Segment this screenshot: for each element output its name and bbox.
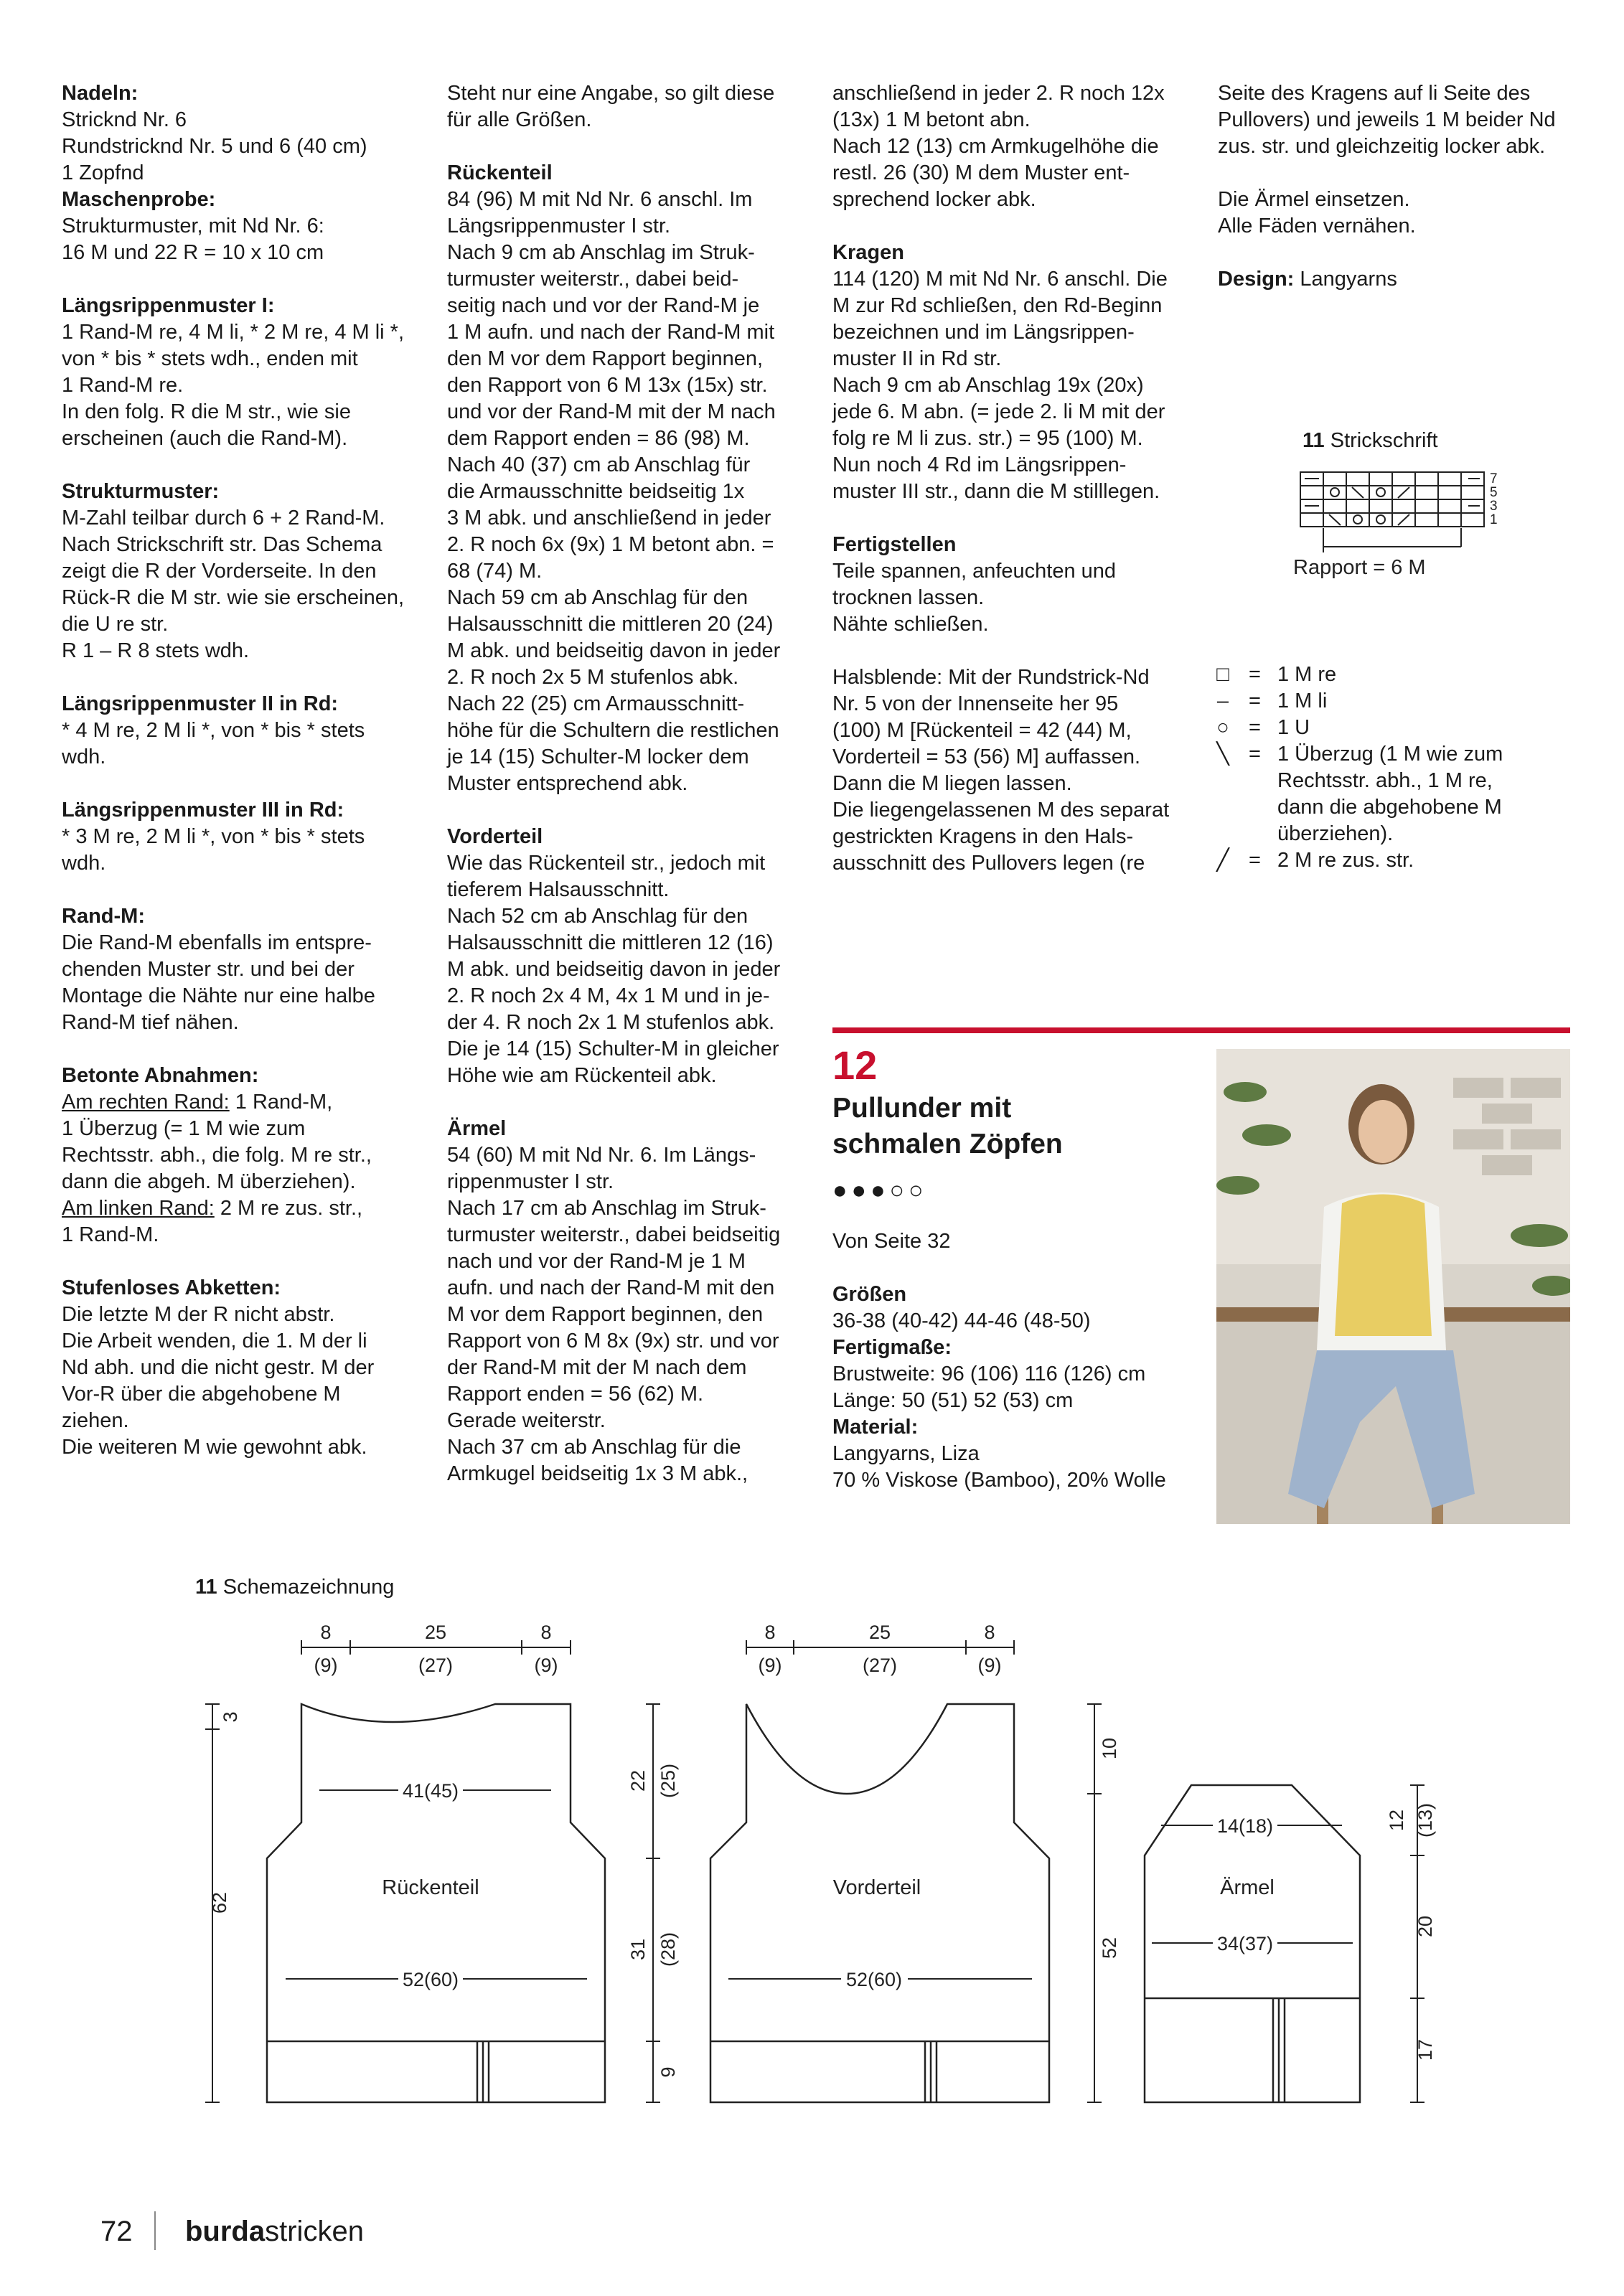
schema-drawing: [0, 1600, 1624, 2131]
text-line: trocknen lassen.: [832, 586, 985, 609]
back-piece-outline: [267, 1704, 605, 2102]
legend-text: 1 Überzug (1 M wie zum: [1277, 743, 1503, 766]
yarn-over-symbol: [1376, 488, 1385, 497]
text-line: ausschnitt des Pullovers legen (re: [832, 852, 1145, 875]
text-line: der 4. R noch 2x 1 M stufenlos abk.: [447, 1011, 775, 1034]
design-credit: [1218, 266, 1577, 293]
design-label: Design:: [1218, 268, 1295, 291]
text-line: 68 (74) M.: [447, 560, 543, 583]
schema-number: 11: [195, 1576, 217, 1599]
legend-text: 1 M li: [1277, 690, 1328, 712]
text-line: M abk. und beidseitig davon in jeder: [447, 639, 781, 662]
brand-bold: burda: [185, 2216, 266, 2247]
text-line: wdh.: [62, 745, 106, 768]
schema-caption: [195, 1576, 394, 1599]
skp-diagonal-icon: ╲: [1216, 743, 1229, 766]
text-line: muster III str., dann die M stilllegen.: [832, 480, 1160, 503]
text-fragment: 1 Rand-M,: [229, 1091, 333, 1114]
equals-sign: =: [1249, 849, 1261, 872]
text-line: Nd abh. und die nicht gestr. M der: [62, 1356, 375, 1379]
dim-label: 17: [1414, 2038, 1436, 2061]
heading-vorderteil: Vorderteil: [447, 825, 543, 848]
text-line: Teile spannen, anfeuchten und: [832, 560, 1117, 583]
text-line: 1 M aufn. und nach der Rand-M mit: [447, 321, 775, 344]
text-line: Die liegengelassenen M des separat: [832, 799, 1170, 822]
text-line: rippenmuster I str.: [447, 1170, 614, 1193]
text-line: Nach 52 cm ab Anschlag für den: [447, 905, 748, 928]
text-line: Die Ärmel einsetzen.: [1218, 188, 1410, 211]
text-line: [62, 1195, 406, 1222]
piece-label: Vorderteil: [832, 1876, 921, 1899]
knit-square-icon: □: [1216, 663, 1229, 686]
equals-sign: =: [1249, 690, 1261, 712]
text-line: Nach Strickschrift str. Das Schema: [62, 533, 382, 556]
text-line: M-Zahl teilbar durch 6 + 2 Rand-M.: [62, 507, 385, 530]
legend-text: dann die abgehobene M: [1277, 796, 1502, 819]
schema-title: Schemazeichnung: [217, 1576, 395, 1599]
text-line: M zur Rd schließen, den Rd-Beginn: [832, 294, 1163, 317]
text-line: Längsrippenmuster I str.: [447, 215, 671, 237]
text-line: aufn. und nach der Rand-M mit den: [447, 1276, 775, 1299]
text-line: die Armausschnitte beidseitig 1x: [447, 480, 745, 503]
heading-groessen: Größen: [832, 1283, 907, 1306]
heading-laengsrippen-1: Längsrippenmuster I:: [62, 294, 275, 317]
piece-label: Ärmel: [1220, 1876, 1275, 1899]
legend-text: 1 U: [1277, 716, 1310, 739]
text-line: zeigt die R der Vorderseite. In den: [62, 560, 377, 583]
heading-material: Material:: [832, 1416, 919, 1439]
yarn-over-symbol: [1353, 515, 1362, 524]
dim-label: (9): [314, 1655, 338, 1676]
decrease-symbol: [1329, 514, 1341, 525]
text-line: Armkugel beidseitig 1x 3 M abk.,: [447, 1462, 748, 1485]
text-line: 84 (96) M mit Nd Nr. 6 anschl. Im: [447, 188, 753, 211]
text-line: Länge: 50 (51) 52 (53) cm: [832, 1389, 1074, 1412]
dim-label: 52(60): [402, 1969, 459, 1990]
text-line: Die Arbeit wenden, die 1. M der li: [62, 1330, 367, 1352]
text-line: Höhe wie am Rückenteil abk.: [447, 1064, 717, 1087]
text-line: In den folg. R die M str., wie sie: [62, 400, 351, 423]
dim-label: 52: [1099, 1937, 1120, 1959]
text-line: * 4 M re, 2 M li *, von * bis * stets: [62, 719, 365, 742]
legend-text: 1 M re: [1277, 663, 1337, 686]
chart-grid: [1300, 472, 1484, 527]
text-line: Rundstricknd Nr. 5 und 6 (40 cm): [62, 135, 367, 158]
text-line: Die letzte M der R nicht abstr.: [62, 1303, 335, 1326]
text-line: muster II in Rd str.: [832, 347, 1002, 370]
dim-label: 8: [984, 1622, 995, 1643]
text-line: M abk. und beidseitig davon in jeder: [447, 958, 781, 981]
text-line: 16 M und 22 R = 10 x 10 cm: [62, 241, 324, 264]
text-line: Muster entsprechend abk.: [447, 772, 688, 795]
text-line: der Rand-M mit der M nach dem: [447, 1356, 747, 1379]
garment-outlines: [267, 1704, 1360, 2102]
text-line: anschließend in jeder 2. R noch 12x: [832, 82, 1165, 105]
text-line: * 3 M re, 2 M li *, von * bis * stets: [62, 825, 365, 848]
text-line: 3 M abk. und anschließend in jeder: [447, 507, 771, 530]
text-line: Nach 40 (37) cm ab Anschlag für: [447, 453, 751, 476]
pattern-info: [832, 1228, 1166, 1494]
chart-number: 11: [1303, 429, 1325, 452]
dim-label: 52(60): [845, 1969, 903, 1990]
column-2: [447, 80, 806, 1514]
text-line: 1 Überzug (= 1 M wie zum: [62, 1117, 306, 1140]
heading-strukturmuster: Strukturmuster:: [62, 480, 220, 503]
dim-label: (9): [758, 1655, 782, 1676]
text-line: wdh.: [62, 852, 106, 875]
yarn-over-circle-icon: ○: [1216, 716, 1229, 739]
pattern-title: [832, 1091, 1063, 1162]
text-line: restl. 26 (30) M dem Muster ent-: [832, 161, 1130, 184]
legend-text: überziehen).: [1277, 822, 1394, 845]
equals-sign: =: [1249, 743, 1261, 766]
text-line: dem Rapport enden = 86 (98) M.: [447, 427, 750, 450]
text-line: nach und vor der Rand-M je 1 M: [447, 1250, 746, 1273]
text-line: ziehen.: [62, 1409, 129, 1432]
text-line: die U re str.: [62, 613, 169, 636]
difficulty-rating: [832, 1177, 928, 1205]
equals-sign: =: [1249, 663, 1261, 686]
text-line: zus. str. und gleichzeitig locker abk.: [1218, 135, 1546, 158]
heading-nadeln: Nadeln:: [62, 82, 139, 105]
underlined-label: Am rechten Rand:: [62, 1091, 230, 1114]
text-line: 1 Zopfnd: [62, 161, 144, 184]
heading-betonte-abnahmen: Betonte Abnahmen:: [62, 1064, 259, 1087]
model-photo: [1216, 1049, 1570, 1524]
text-line: 1 Rand-M re, 4 M li, * 2 M re, 4 M li *,: [62, 321, 405, 344]
row-number: 1: [1490, 512, 1498, 527]
text-line: (13x) 1 M betont abn.: [832, 108, 1031, 131]
text-line: jede 6. M abn. (= jede 2. li M mit der: [832, 400, 1165, 423]
chart-title: Strickschrift: [1324, 429, 1438, 452]
text-line: Wie das Rückenteil str., jedoch mit: [447, 852, 766, 875]
text-line: Dann die M liegen lassen.: [832, 772, 1072, 795]
k2tog-diagonal-icon: ╱: [1216, 849, 1229, 872]
face: [1358, 1100, 1407, 1163]
text-line: bezeichnen und im Längsrippen-: [832, 321, 1135, 344]
text-line: Die je 14 (15) Schulter-M in gleicher: [447, 1038, 779, 1060]
dim-label: 34(37): [1216, 1933, 1274, 1954]
text-line: Pullovers) und jeweils 1 M beider Nd: [1218, 108, 1556, 131]
text-line: Rapport von 6 M 8x (9x) str. und vor: [447, 1330, 779, 1352]
dim-label: 10: [1099, 1737, 1120, 1760]
text-line: sprechend locker abk.: [832, 188, 1036, 211]
text-line: chenden Muster str. und bei der: [62, 958, 355, 981]
text-line: turmuster weiterstr., dabei beid-: [447, 268, 739, 291]
dim-label: 41(45): [402, 1780, 459, 1802]
text-line: Stricknd Nr. 6: [62, 108, 187, 131]
text-line: Nun noch 4 Rd im Längsrippen-: [832, 453, 1127, 476]
dim-label: (9): [534, 1655, 558, 1676]
equals-sign: =: [1249, 716, 1261, 739]
text-line: Vor-R über die abgehobene M: [62, 1383, 341, 1406]
heading-laengsrippen-3: Längsrippenmuster III in Rd:: [62, 799, 344, 822]
dim-label: 9: [657, 2066, 679, 2078]
pattern-title-line: Pullunder mit: [832, 1093, 1012, 1124]
dim-label: 25: [868, 1622, 891, 1643]
yarn-over-symbol: [1330, 488, 1339, 497]
text-line: 2. R noch 2x 5 M stufenlos abk.: [447, 666, 739, 689]
text-line: Nach 59 cm ab Anschlag für den: [447, 586, 748, 609]
text-line: 70 % Viskose (Bamboo), 20% Wolle: [832, 1469, 1166, 1492]
text-line: Alle Fäden vernähen.: [1218, 215, 1416, 237]
text-line: 114 (120) M mit Nd Nr. 6 anschl. Die: [832, 268, 1168, 291]
heading-fertigstellen: Fertigstellen: [832, 533, 957, 556]
dim-label: 20: [1414, 1915, 1436, 1938]
design-value: Langyarns: [1294, 268, 1397, 291]
dim-label: (27): [418, 1655, 454, 1676]
front-piece-outline: [710, 1704, 1049, 2102]
purl-dash-icon: –: [1216, 690, 1229, 712]
brand-regular: stricken: [265, 2216, 364, 2247]
text-line: Nach 37 cm ab Anschlag für die: [447, 1436, 741, 1459]
text-line: Montage die Nähte nur eine halbe: [62, 984, 375, 1007]
text-line: Nach 17 cm ab Anschlag im Struk-: [447, 1197, 766, 1220]
page-number: 72: [100, 2216, 133, 2247]
text-line: 2. R noch 2x 4 M, 4x 1 M und in je-: [447, 984, 770, 1007]
text-line: Brustweite: 96 (106) 116 (126) cm: [832, 1363, 1146, 1385]
text-line: Seite des Kragens auf li Seite des: [1218, 82, 1531, 105]
text-line: Rück-R die M str. wie sie erscheinen,: [62, 586, 405, 609]
text-line: Nach 9 cm ab Anschlag im Struk-: [447, 241, 755, 264]
dim-label: 25: [424, 1622, 447, 1643]
dim-label: (27): [862, 1655, 898, 1676]
dim-label: (9): [977, 1655, 1002, 1676]
text-line: Nach 22 (25) cm Armausschnitt-: [447, 692, 745, 715]
heading-rand-m: Rand-M:: [62, 905, 145, 928]
dim-label: (13): [1414, 1802, 1436, 1838]
text-line: Gerade weiterstr.: [447, 1409, 606, 1432]
text-line: erscheinen (auch die Rand-M).: [62, 427, 348, 450]
row-number: 7: [1490, 471, 1498, 486]
row-number: 3: [1490, 499, 1498, 514]
text-line: M vor dem Rapport beginnen, den: [447, 1303, 764, 1326]
difficulty-dots-icon: ●●●○○: [832, 1177, 928, 1204]
text-line: Rapport enden = 56 (62) M.: [447, 1383, 704, 1406]
dim-label: 8: [764, 1622, 776, 1643]
text-line: Rand-M tief nähen.: [62, 1011, 239, 1034]
text-line: turmuster weiterstr., dabei beidseitig: [447, 1223, 781, 1246]
page-reference: Von Seite 32: [832, 1230, 951, 1253]
heading-maschenprobe: Maschenprobe:: [62, 188, 216, 211]
text-line: Nach 9 cm ab Anschlag 19x (20x): [832, 374, 1144, 397]
text-line: gestrickten Kragens in den Hals-: [832, 825, 1134, 848]
column-3: [832, 80, 1191, 903]
text-line: Die Rand-M ebenfalls im entspre-: [62, 931, 372, 954]
text-line: Halsausschnitt die mittleren 20 (24): [447, 613, 774, 636]
dim-label: 3: [220, 1711, 241, 1723]
sizes-value: 36-38 (40-42) 44-46 (48-50): [832, 1309, 1091, 1332]
text-line: [62, 1089, 406, 1116]
underlined-label: Am linken Rand:: [62, 1197, 215, 1220]
text-line: Halsausschnitt die mittleren 12 (16): [447, 931, 774, 954]
dim-label: (28): [657, 1932, 679, 1967]
piece-label: Rückenteil: [382, 1876, 479, 1899]
dim-label: 62: [209, 1891, 230, 1914]
text-fragment: 2 M re zus. str.,: [214, 1197, 363, 1220]
text-line: R 1 – R 8 stets wdh.: [62, 639, 250, 662]
text-line: Nähte schließen.: [832, 613, 989, 636]
text-line: Vorderteil = 53 (56) M] auffassen.: [832, 745, 1141, 768]
text-line: tieferem Halsausschnitt.: [447, 878, 670, 901]
chart-row-numbers: [1490, 471, 1498, 527]
dim-label: 14(18): [1216, 1815, 1274, 1837]
text-line: für alle Größen.: [447, 108, 592, 131]
text-line: 1 Rand-M.: [62, 1223, 159, 1246]
heading-laengsrippen-2: Längsrippenmuster II in Rd:: [62, 692, 339, 715]
dim-label: 12: [1386, 1809, 1407, 1832]
text-line: Strukturmuster, mit Nd Nr. 6:: [62, 215, 324, 237]
dimension-labels: [209, 1622, 1436, 2078]
text-line: von * bis * stets wdh., enden mit: [62, 347, 358, 370]
heading-aermel: Ärmel: [447, 1117, 507, 1140]
text-line: den Rapport von 6 M 13x (15x) str.: [447, 374, 768, 397]
dim-label: 31: [627, 1938, 649, 1961]
text-line: den M vor dem Rapport beginnen,: [447, 347, 764, 370]
pattern-number: 12: [832, 1043, 878, 1088]
text-line: (100) M [Rückenteil = 42 (44) M,: [832, 719, 1132, 742]
rapport-bracket: [1323, 528, 1461, 552]
text-line: Rechtsstr. abh., die folg. M re str.,: [62, 1144, 372, 1167]
text-line: je 14 (15) Schulter-M locker dem: [447, 745, 749, 768]
heading-stufenloses-abketten: Stufenloses Abketten:: [62, 1276, 281, 1299]
pattern-title-line: schmalen Zöpfen: [832, 1129, 1063, 1159]
row-number: 5: [1490, 485, 1498, 500]
dim-label: 8: [540, 1622, 552, 1643]
text-line: 54 (60) M mit Nd Nr. 6. Im Längs-: [447, 1144, 756, 1167]
heading-kragen: Kragen: [832, 241, 904, 264]
legend-text: 2 M re zus. str.: [1277, 849, 1414, 872]
footer-divider: [154, 2211, 156, 2250]
spacer: [832, 1255, 1166, 1281]
text-line: seitig nach und vor der Rand-M je: [447, 294, 760, 317]
column-1: [62, 80, 406, 1487]
strickschrift-chart: [1292, 466, 1507, 596]
heading-rueckenteil: Rückenteil: [447, 161, 553, 184]
text-line: Steht nur eine Angabe, so gilt diese: [447, 82, 775, 105]
text-line: Nach 12 (13) cm Armkugelhöhe die: [832, 135, 1159, 158]
yellow-vest: [1335, 1195, 1432, 1337]
text-line: Nr. 5 von der Innenseite her 95: [832, 692, 1119, 715]
rapport-label: Rapport = 6 M: [1293, 556, 1426, 579]
brand-logo: [185, 2216, 364, 2248]
dim-label: (25): [657, 1763, 679, 1799]
legend-text: Rechtsstr. abh., 1 M re,: [1277, 769, 1493, 792]
column-4: [1218, 80, 1577, 319]
yarn-over-symbol: [1376, 515, 1385, 524]
text-line: 1 Rand-M re.: [62, 374, 184, 397]
text-line: dann die abgeh. M überziehen).: [62, 1170, 356, 1193]
text-line: folg re M li zus. str.) = 95 (100) M.: [832, 427, 1143, 450]
dim-label: 8: [320, 1622, 332, 1643]
text-line: Halsblende: Mit der Rundstrick-Nd: [832, 666, 1150, 689]
strickschrift-caption: [1303, 429, 1438, 453]
section-rule: [832, 1027, 1570, 1033]
text-line: 2. R noch 6x (9x) 1 M betont abn. =: [447, 533, 774, 556]
decrease-symbol: [1398, 514, 1409, 525]
text-line: höhe für die Schultern die restlichen: [447, 719, 779, 742]
text-line: Die weiteren M wie gewohnt abk.: [62, 1436, 367, 1459]
decrease-symbol: [1398, 487, 1409, 498]
text-line: Langyarns, Liza: [832, 1442, 980, 1465]
text-line: und vor der Rand-M mit der M nach: [447, 400, 776, 423]
decrease-symbol: [1352, 487, 1363, 498]
heading-fertigmasse: Fertigmaße:: [832, 1336, 952, 1359]
dimension-lines: [205, 1640, 1424, 2102]
dim-label: 22: [627, 1769, 649, 1792]
